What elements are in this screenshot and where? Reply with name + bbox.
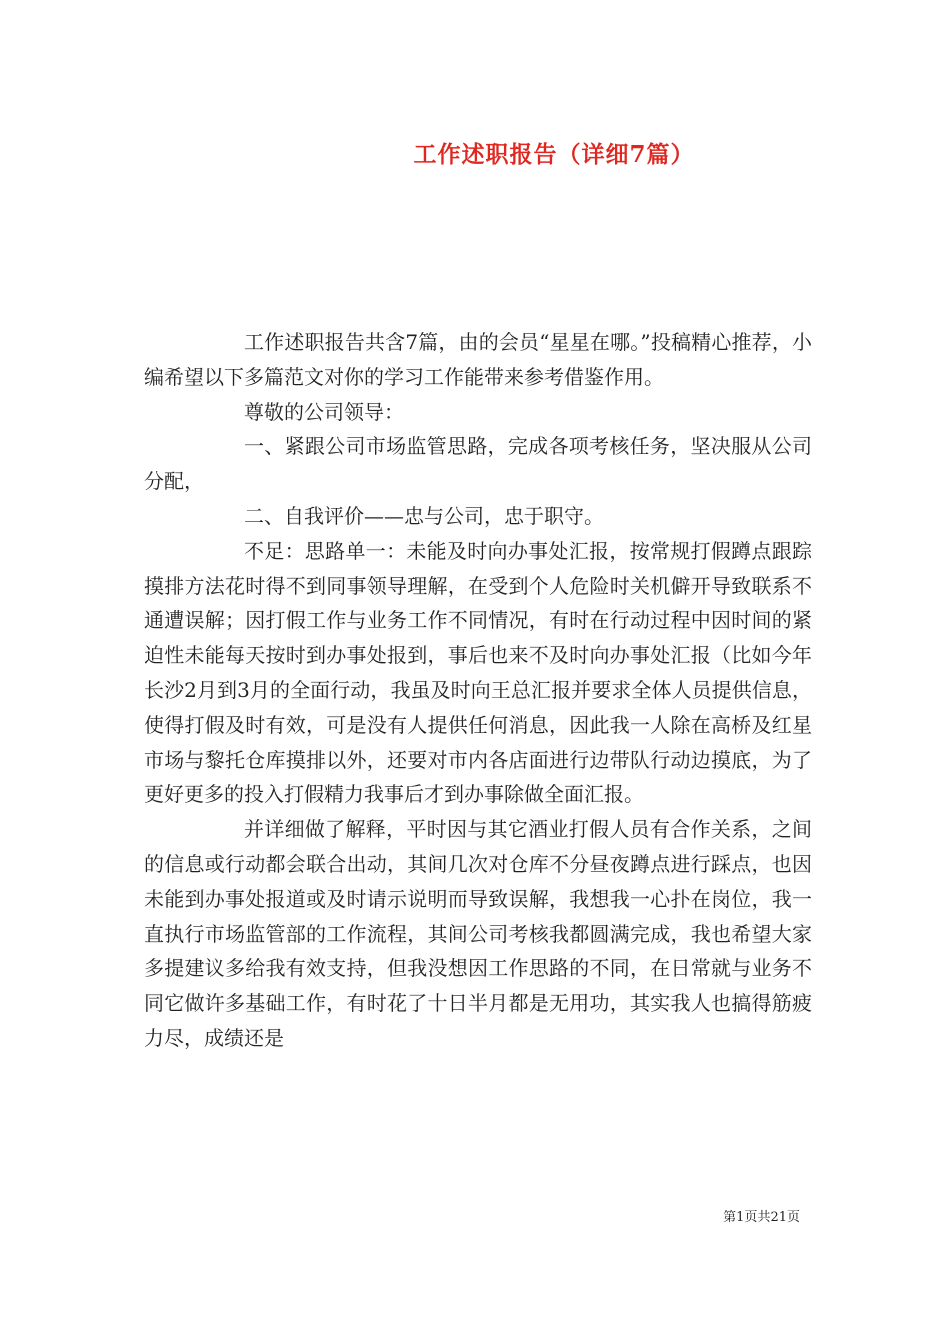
explanation-paragraph: 并详细做了解释，平时因与其它酒业打假人员有合作关系，之间的信息或行动都会联合出动，其间几次对仓库不分昼夜蹲点进行踩点，也因未能到办事处报道或及时请示说明而导致误解，我想我一心扑在岗位，我一直执行市场监管部的工作流程，其间公司考核我都圆满完成，我也希望大家多提建议多给我有效支持，但我没想因工作思路的不同，在日常就与业务不同它做许多基础工作，有时花了十日半月都是无用功，其实我人也搞得筋疲力尽，成绩还是 bbox=[144, 817, 812, 1050]
shortcomings-paragraph: 不足：思路单一：未能及时向办事处汇报，按常规打假蹲点跟踪摸排方法花时得不到同事领导理解，在受到个人危险时关机僻开导致联系不通遭误解；因打假工作与业务工作不同情况，有时在行动过程中因时间的紧迫性未能每天按时到办事处报到，事后也来不及时向办事处汇报（比如今年长沙2月到3月的全面行动，我虽及时向王总汇报并要求全体人员提供信息，使得打假及时有效，可是没有人提供任何消息，因此我一人除在高桥及红星市场与黎托仓库摸排以外，还要对市内各店面进行边带队行动边摸底，为了更好更多的投入打假精力我事后才到办事除做全面汇报。 bbox=[144, 538, 812, 807]
salutation: 尊敬的公司领导： bbox=[244, 399, 404, 424]
page-number-footer: 第1页共21页 bbox=[723, 1210, 800, 1225]
section-one-paragraph: 一、紧跟公司市场监管思路，完成各项考核任务，坚决服从公司分配， bbox=[144, 434, 812, 494]
intro-paragraph: 工作述职报告共含7篇，由的会员“星星在哪。”投稿精心推荐，小编希望以下多篇范文对你的学习工作能带来参考借鉴作用。 bbox=[144, 330, 812, 389]
document-body bbox=[144, 325, 812, 1056]
document-title: 工作述职报告（详细7篇） bbox=[413, 141, 695, 168]
section-two-paragraph: 二、自我评价——忠与公司，忠于职守。 bbox=[244, 503, 604, 528]
